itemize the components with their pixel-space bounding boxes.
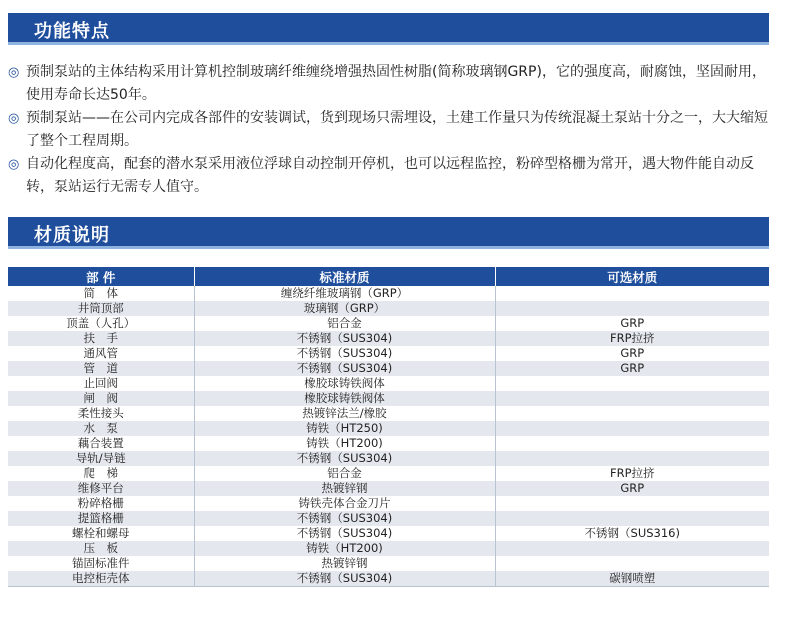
- cell-optional-material: [495, 451, 769, 466]
- cell-standard-material: 橡胶球铸铁阀体: [194, 391, 495, 406]
- features-section-title: 功能特点: [34, 21, 110, 42]
- feature-text: 预制泵站的主体结构采用计算机控制玻璃纤维缠绕增强热固性树脂(简称玻璃钢GRP)，它的强度高，耐腐蚀，坚固耐用，使用寿命长达50年。: [26, 64, 766, 103]
- cell-optional-material: [495, 556, 769, 571]
- cell-optional-material: GRP: [495, 481, 769, 496]
- cell-optional-material: [495, 286, 769, 301]
- table-row: [8, 361, 769, 376]
- cell-optional-material: FRP拉挤: [495, 331, 769, 346]
- cell-optional-material: 碳钢喷塑: [495, 571, 769, 587]
- cell-optional-material: [495, 511, 769, 526]
- cell-part: 简 体: [8, 286, 194, 301]
- cell-part: 水 泵: [8, 421, 194, 436]
- bullet-circle-icon: ◎: [8, 157, 20, 172]
- table-row: [8, 496, 769, 511]
- table-row: [8, 316, 769, 331]
- cell-standard-material: 不锈钢（SUS304): [194, 526, 495, 541]
- cell-part: 维修平台: [8, 481, 194, 496]
- cell-standard-material: 热镀锌法兰/橡胶: [194, 406, 495, 421]
- table-row: [8, 451, 769, 466]
- cell-standard-material: 不锈钢（SUS304): [194, 571, 495, 587]
- table-row: [8, 301, 769, 316]
- cell-standard-material: 铝合金: [194, 466, 495, 481]
- cell-standard-material: 铸铁（HT250): [194, 421, 495, 436]
- cell-optional-material: GRP: [495, 316, 769, 331]
- cell-optional-material: GRP: [495, 346, 769, 361]
- cell-part: 电控柜壳体: [8, 571, 194, 587]
- table-row: [8, 286, 769, 301]
- table-row: [8, 541, 769, 556]
- table-row: [8, 526, 769, 541]
- cell-standard-material: 不锈钢（SUS304): [194, 361, 495, 376]
- features-list: [8, 61, 778, 199]
- table-row: [8, 331, 769, 346]
- cell-standard-material: 热镀锌钢: [194, 481, 495, 496]
- table-row: [8, 436, 769, 451]
- column-header-standard: 标准材质: [194, 267, 495, 286]
- cell-part: 爬 梯: [8, 466, 194, 481]
- table-row: [8, 556, 769, 571]
- table-row: [8, 376, 769, 391]
- cell-optional-material: [495, 436, 769, 451]
- cell-optional-material: [495, 391, 769, 406]
- cell-part: 压 板: [8, 541, 194, 556]
- cell-part: 柔性接头: [8, 406, 194, 421]
- cell-optional-material: [495, 406, 769, 421]
- cell-part: 井筒顶部: [8, 301, 194, 316]
- cell-standard-material: 铝合金: [194, 316, 495, 331]
- features-section-header: [8, 13, 769, 45]
- table-row: [8, 511, 769, 526]
- cell-optional-material: GRP: [495, 361, 769, 376]
- cell-part: 导轨/导链: [8, 451, 194, 466]
- feature-item: [8, 61, 778, 107]
- cell-optional-material: [495, 541, 769, 556]
- bullet-circle-icon: ◎: [8, 111, 20, 126]
- materials-table: [8, 267, 769, 587]
- cell-standard-material: 铸铁（HT200): [194, 541, 495, 556]
- cell-part: 粉碎格栅: [8, 496, 194, 511]
- cell-part: 顶盖（人孔）: [8, 316, 194, 331]
- feature-item: [8, 153, 778, 199]
- table-row: [8, 571, 769, 587]
- table-row: [8, 391, 769, 406]
- cell-standard-material: 缠绕纤维玻璃钢（GRP）: [194, 286, 495, 301]
- materials-table-body: [8, 286, 769, 587]
- cell-part: 通风管: [8, 346, 194, 361]
- cell-optional-material: [495, 376, 769, 391]
- table-row: [8, 466, 769, 481]
- table-row: [8, 481, 769, 496]
- cell-optional-material: 不锈钢（SUS316): [495, 526, 769, 541]
- column-header-part: 部 件: [8, 267, 194, 286]
- cell-part: 扶 手: [8, 331, 194, 346]
- cell-standard-material: 不锈钢（SUS304): [194, 511, 495, 526]
- cell-part: 管 道: [8, 361, 194, 376]
- cell-standard-material: 不锈钢（SUS304): [194, 331, 495, 346]
- cell-optional-material: FRP拉挤: [495, 466, 769, 481]
- table-row: [8, 346, 769, 361]
- materials-section-header: [8, 217, 769, 249]
- cell-standard-material: 橡胶球铸铁阀体: [194, 376, 495, 391]
- cell-standard-material: 玻璃钢（GRP）: [194, 301, 495, 316]
- table-row: [8, 406, 769, 421]
- cell-optional-material: [495, 496, 769, 511]
- column-header-optional: 可选材质: [495, 267, 769, 286]
- cell-part: 止回阀: [8, 376, 194, 391]
- cell-standard-material: 不锈钢（SUS304): [194, 451, 495, 466]
- cell-part: 闸 阀: [8, 391, 194, 406]
- cell-part: 提篮格栅: [8, 511, 194, 526]
- table-header-row: [8, 267, 769, 286]
- cell-standard-material: 铸铁壳体合金刀片: [194, 496, 495, 511]
- cell-part: 螺栓和螺母: [8, 526, 194, 541]
- table-row: [8, 421, 769, 436]
- cell-optional-material: [495, 421, 769, 436]
- feature-item: [8, 107, 778, 153]
- materials-section-title: 材质说明: [34, 225, 110, 246]
- feature-text: 自动化程度高，配套的潜水泵采用液位浮球自动控制开停机，也可以远程监控，粉碎型格栅为常开，遇大物件能自动反转，泵站运行无需专人值守。: [26, 156, 754, 195]
- cell-optional-material: [495, 301, 769, 316]
- cell-part: 锚固标准件: [8, 556, 194, 571]
- feature-text: 预制泵站——在公司内完成各部件的安装调试，货到现场只需埋设，土建工作量只为传统混凝土泵站十分之一，大大缩短了整个工程周期。: [26, 110, 768, 149]
- cell-standard-material: 热镀锌钢: [194, 556, 495, 571]
- cell-standard-material: 铸铁（HT200): [194, 436, 495, 451]
- cell-part: 藕合装置: [8, 436, 194, 451]
- cell-standard-material: 不锈钢（SUS304): [194, 346, 495, 361]
- bullet-circle-icon: ◎: [8, 65, 20, 80]
